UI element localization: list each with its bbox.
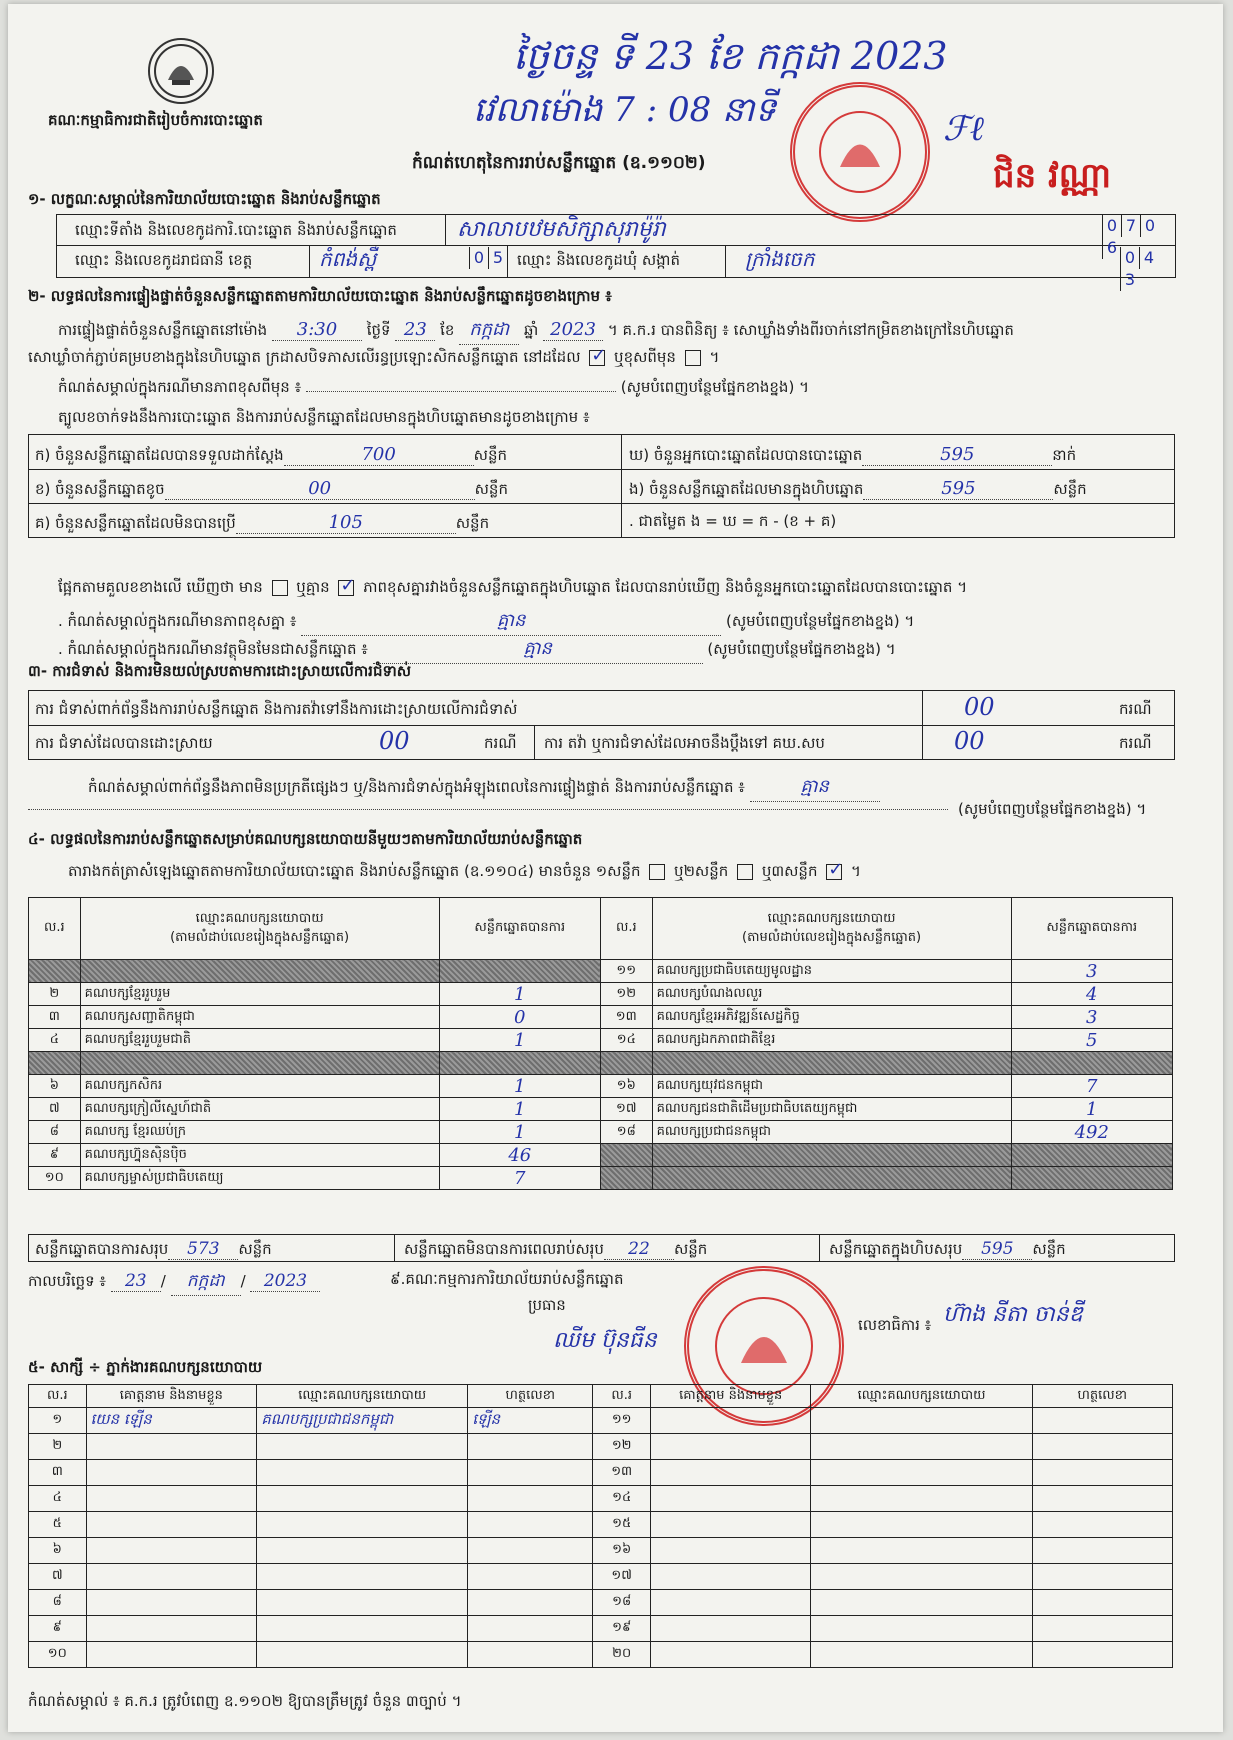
table-row bbox=[29, 1121, 1173, 1144]
agent-signature bbox=[468, 1434, 593, 1460]
signature-top: ℱℓ bbox=[943, 109, 984, 149]
form-page bbox=[8, 4, 1223, 1732]
party-votes: 5 bbox=[1011, 1029, 1172, 1052]
shaded-cell bbox=[80, 960, 439, 983]
section1-box bbox=[56, 214, 1176, 289]
row-number: ៨ bbox=[29, 1590, 87, 1616]
agent-name bbox=[86, 1564, 257, 1590]
agent-signature bbox=[1032, 1616, 1172, 1642]
row-number: ១៨ bbox=[593, 1590, 651, 1616]
table-row bbox=[29, 983, 1173, 1006]
party-votes: 0 bbox=[439, 1006, 600, 1029]
row-number: ១២ bbox=[593, 1434, 651, 1460]
count-e: ង) ចំនួនសន្លឹកឆ្នោតដែលមានក្នុងហិបឆ្នោត 595 សន្លឹក bbox=[629, 478, 1087, 499]
agent-row bbox=[29, 1616, 1173, 1642]
party-name: គណបក្សម្ចាស់ប្រជាធិបតេយ្យ bbox=[80, 1167, 439, 1190]
agent-party bbox=[257, 1590, 468, 1616]
station-value: សាលាបឋមសិក្សាសុរាម៉ូរ៉ា bbox=[457, 217, 666, 242]
footer-note: កំណត់សម្គាល់ ៖ គ.ក.រ ត្រូវបំពេញ ឧ.១១០២ ឱ្យបានត្រឹមត្រូវ ចំនួន ៣ច្បាប់ ។ bbox=[28, 1692, 462, 1710]
count-a: ក) ចំនួនសន្លឹកឆ្នោតដែលបានទទួលដាក់ស្ដែង 700 សន្លឹក bbox=[35, 444, 507, 465]
commune-value: ក្រាំងចេក bbox=[745, 247, 815, 271]
party-votes: 3 bbox=[1011, 960, 1172, 983]
agent-party bbox=[811, 1616, 1032, 1642]
three-sheet-checkbox[interactable] bbox=[826, 864, 842, 880]
agent-name bbox=[86, 1590, 257, 1616]
shaded-cell bbox=[652, 1052, 1011, 1075]
row-number: ១៧ bbox=[593, 1564, 651, 1590]
agent-party: គណបក្សប្រជាជនកម្ពុជា bbox=[257, 1408, 468, 1434]
agent-name bbox=[650, 1460, 811, 1486]
row-number: ១១ bbox=[600, 960, 652, 983]
agent-name bbox=[650, 1642, 811, 1668]
row-number: ៤ bbox=[29, 1029, 81, 1052]
party-votes: 46 bbox=[439, 1144, 600, 1167]
row-number: ៣ bbox=[29, 1460, 87, 1486]
party-name: គណបក្សយុវជនកម្ពុជា bbox=[652, 1075, 1011, 1098]
party-name: គណបក្សខ្មែររួបរួម bbox=[80, 983, 439, 1006]
row-number: ២ bbox=[29, 983, 81, 1006]
table-row bbox=[29, 1029, 1173, 1052]
agent-row bbox=[29, 1590, 1173, 1616]
diff-note: . កំណត់សម្គាល់ក្នុងករណីមានភាពខុសគ្នា ៖ គ្មាន (សូមបំពេញបន្ថែមផ្នែកខាងខ្នង) ។ bbox=[58, 608, 914, 636]
row-number: ៨ bbox=[29, 1121, 81, 1144]
agent-name bbox=[650, 1564, 811, 1590]
party-name: គណបក្សបំណងលលួរ bbox=[652, 983, 1011, 1006]
agent-row bbox=[29, 1460, 1173, 1486]
party-results-table: ល.រ ឈ្មោះគណបក្សនយោបាយ (តាមលំដាប់លេខរៀងក្នុងសន្លឹកឆ្នោត) សន្លឹកឆ្នោតបានការ ល.រ ឈ្មោះគណបក្សនយោបាយ (តាមលំដាប់លេខរៀងក្នុងសន្លឹកឆ្នោត) សន្លឹកឆ្នោតបានការ ១១ គណបក្សប្រជាធិបតេយ្យមូលដ្ឋាន 3 ២ គណបក្សខ្មែររួបរួម 1 ១២ គណបក្សបំណងលលួរ 4 ៣ គណបក្សសញ្ជាតិកម្ពុជា 0 ១៣ គណបក្សខ្មែរអភិវឌ្ឍន៍សេដ្ឋកិច្ច 3 ៤ គណបក្សខ្មែររួបរួមជាតិ 1 ១៤ គណបក្សឯកភាពជាតិខ្មែរ 5 ៦ គណបក្សកសិករ 1 ១៦ គណបក្សយុវជនកម្ពុជា 7 ៧ គណបក្សក្រៀលីស្នេហ៍ជាតិ 1 ១៧ គណបក្សជនជាតិដើមប្រជាធិបតេយ្យកម្ពុជា 1 ៨ គណបក្ស ខ្មែរឈប់ក្រ 1 ១៨ គណបក្សប្រជាជនកម្ពុជា 492 ៩ គណបក្សហ្វ៊ុនស៊ិនប៉ិច 46 ១០ គណបក្សម្ចាស់ប្រជាធិបតេយ្យ 7 bbox=[28, 897, 1173, 1190]
objection-row1-label: ការ ជំទាស់ពាក់ព័ន្ធនឹងការរាប់សន្លឹកឆ្នោត និងការតវ៉ាទៅនឹងការដោះស្រាយលើការជំទាស់ bbox=[35, 700, 518, 718]
party-votes: 1 bbox=[439, 983, 600, 1006]
agent-party bbox=[811, 1460, 1032, 1486]
remark-hint: (សូមបំពេញបន្ថែមផ្នែកខាងខ្នង) ។ bbox=[958, 800, 1147, 818]
commune-label: ឈ្មោះ និងលេខកូដឃុំ សង្កាត់ bbox=[517, 251, 680, 269]
agent-signature bbox=[468, 1642, 593, 1668]
table-row bbox=[29, 1006, 1173, 1029]
table-row bbox=[29, 960, 1173, 983]
shaded-cell bbox=[600, 1052, 652, 1075]
chair-label: ប្រធាន bbox=[528, 1296, 566, 1314]
row-number: ១៦ bbox=[593, 1538, 651, 1564]
row-number: ៦ bbox=[29, 1075, 81, 1098]
province-value: កំពង់ស្ពឺ bbox=[319, 247, 377, 271]
secretary-signature: ហ៊ាង នីតា ចាន់ឌី bbox=[943, 1302, 1083, 1327]
count-b: ខ) ចំនួនសន្លឹកឆ្នោតខូច 00 សន្លឹក bbox=[35, 478, 508, 499]
party-votes: 1 bbox=[1011, 1098, 1172, 1121]
agent-signature bbox=[468, 1512, 593, 1538]
agent-party bbox=[811, 1486, 1032, 1512]
agent-signature bbox=[1032, 1642, 1172, 1668]
row-number: ១២ bbox=[600, 983, 652, 1006]
section2-line1: ការផ្ទៀងផ្ទាត់ចំនួនសន្លឹកឆ្នោតនៅម៉ោង 3:30 ថ្ងៃទី 23 ខែ កក្កដា ឆ្នាំ 2023 ។ គ.ក.រ បានពិនិត្យ ៖ សោឃ្លាំងទាំងពីរចាក់នៅកម្រិតខាងក្រៅនៃហិបឆ្នោត bbox=[58, 317, 1014, 345]
agent-party bbox=[811, 1590, 1032, 1616]
party-name: គណបក្សខ្មែរអភិវឌ្ឍន៍សេដ្ឋកិច្ច bbox=[652, 1006, 1011, 1029]
agent-party bbox=[257, 1486, 468, 1512]
agent-party bbox=[257, 1616, 468, 1642]
agent-name bbox=[86, 1486, 257, 1512]
agent-name bbox=[86, 1460, 257, 1486]
row-number: ១០ bbox=[29, 1167, 81, 1190]
row-number: ៥ bbox=[29, 1512, 87, 1538]
agent-signature bbox=[1032, 1486, 1172, 1512]
shaded-cell bbox=[29, 1052, 81, 1075]
section2-title: ២- លទ្ធផលនៃការផ្ទៀងផ្ទាត់ចំនួនសន្លឹកឆ្នោតតាមការិយាល័យបោះឆ្នោត និងរាប់សន្លឹកឆ្នោតដូចខាងក្រោម ៖ bbox=[28, 287, 612, 305]
shaded-cell bbox=[600, 1144, 652, 1167]
agent-name bbox=[650, 1538, 811, 1564]
party-name: គណបក្សប្រជាជនកម្ពុជា bbox=[652, 1121, 1011, 1144]
discrepancy-line: ផ្អែកតាមគួលខខាងលើ ឃើញថា មាន ឬគ្មាន ✓ ភាពខុសគ្នារវាងចំនួនសន្លឹកឆ្នោតក្នុងហិបឆ្នោត ដែលបានរាប់ឃើញ និងចំនួនអ្នកបោះឆ្នោតដែលបានបោះឆ្នោត ។ bbox=[58, 578, 967, 600]
agent-signature bbox=[1032, 1460, 1172, 1486]
agent-signature bbox=[468, 1564, 593, 1590]
shaded-cell bbox=[439, 1052, 600, 1075]
agent-name bbox=[86, 1512, 257, 1538]
agent-signature bbox=[468, 1460, 593, 1486]
row-number: ១៨ bbox=[600, 1121, 652, 1144]
agent-name bbox=[650, 1408, 811, 1434]
row-number: ១១ bbox=[593, 1408, 651, 1434]
row-number: ២ bbox=[29, 1434, 87, 1460]
agent-name bbox=[650, 1616, 811, 1642]
row-number: ២០ bbox=[593, 1642, 651, 1668]
party-votes: 492 bbox=[1011, 1121, 1172, 1144]
section5-title: ៥- សាក្សី ÷ ភ្នាក់ងារគណបក្សនយោបាយ bbox=[28, 1358, 263, 1376]
emblem-icon bbox=[148, 38, 214, 104]
section2-line2: សោឃ្លាំចាក់ភ្ជាប់គម្របខាងក្នុងនៃហិបឆ្នោត ក្រដាសបិទភាសលើរន្ធប្រឡោះសិកសន្លឹកឆ្នោត នៅដដែល ✓ ឬខុសពីមុន ។ bbox=[28, 348, 719, 370]
secretary-label: លេខាធិការ ៖ bbox=[858, 1316, 932, 1334]
row-number: ១៣ bbox=[593, 1460, 651, 1486]
row-number: ១៥ bbox=[593, 1512, 651, 1538]
agent-row bbox=[29, 1486, 1173, 1512]
count-d: ឃ) ចំនួនអ្នកបោះឆ្នោតដែលបានបោះឆ្នោត 595 នាក់ bbox=[629, 444, 1077, 465]
party-name: គណបក្សឯកភាពជាតិខ្មែរ bbox=[652, 1029, 1011, 1052]
agent-name bbox=[650, 1486, 811, 1512]
section2-intro: ត្បូលខចាក់ទងនឹងការបោះឆ្នោត និងការរាប់សន្លឹកឆ្នោតដែលមានក្នុងហិបឆ្នោតមានដូចខាងក្រោម ៖ bbox=[58, 408, 590, 426]
section2-note: កំណត់សម្គាល់ក្នុងករណីមានភាពខុសពីមុន ៖ (សូមបំពេញបន្ថែមផ្នែកខាងខ្នង) ។ bbox=[58, 378, 809, 396]
agent-name bbox=[86, 1434, 257, 1460]
row-number: ១៤ bbox=[600, 1029, 652, 1052]
shaded-cell bbox=[600, 1167, 652, 1190]
row-number: ៩ bbox=[29, 1616, 87, 1642]
party-votes: 3 bbox=[1011, 1006, 1172, 1029]
agent-signature bbox=[468, 1590, 593, 1616]
shaded-cell bbox=[1011, 1167, 1172, 1190]
agent-name bbox=[86, 1538, 257, 1564]
table-row bbox=[29, 1098, 1173, 1121]
province-code: 0 5 bbox=[469, 247, 507, 269]
signing-date: កាលបរិច្ឆេទ ៖ 23 / កក្កដា / 2023 bbox=[28, 1270, 320, 1296]
changed-checkbox[interactable] bbox=[685, 350, 701, 366]
shaded-cell bbox=[652, 1167, 1011, 1190]
agent-party bbox=[811, 1564, 1032, 1590]
chair-signature: ឈីម ប៊ុនធីន bbox=[553, 1328, 657, 1353]
table-row bbox=[29, 1052, 1173, 1075]
handwritten-time: វេលាម៉ោង 7 : 08 នាទី bbox=[473, 90, 777, 130]
station-label: ឈ្មោះទីតាំង និងលេខកូដការិ.បោះឆ្នោត និងរាប់សន្លឹកឆ្នោត bbox=[75, 221, 397, 239]
row-number: ១៧ bbox=[600, 1098, 652, 1121]
agent-party bbox=[811, 1434, 1032, 1460]
objection-row2b-value: 00 bbox=[954, 727, 985, 755]
remark-line: កំណត់សម្គាល់ពាក់ព័ន្ធនឹងភាពមិនប្រក្រតីផ្សេងៗ ឬ/និងការជំទាស់ក្នុងអំឡុងពេលនៃការផ្ទៀងផ្ទាត់ និងការរាប់សន្លឹកឆ្នោត ៖ គ្មាន bbox=[88, 774, 880, 802]
agent-row bbox=[29, 1642, 1173, 1668]
row-number: ៧ bbox=[29, 1564, 87, 1590]
shaded-cell bbox=[1011, 1144, 1172, 1167]
agent-party bbox=[811, 1512, 1032, 1538]
party-votes: 1 bbox=[439, 1121, 600, 1144]
agent-signature bbox=[1032, 1538, 1172, 1564]
agent-signature bbox=[1032, 1564, 1172, 1590]
table-row bbox=[29, 1167, 1173, 1190]
shaded-cell bbox=[652, 1144, 1011, 1167]
agent-party bbox=[257, 1460, 468, 1486]
province-label: ឈ្មោះ និងលេខកូដរាជធានី ខេត្ត bbox=[75, 251, 253, 269]
station-code: 0 7 06 bbox=[1102, 215, 1175, 245]
row-number: ៤ bbox=[29, 1486, 87, 1512]
handwritten-name: ជិន វណ្ណា bbox=[993, 156, 1112, 196]
party-name: គណបក្សប្រជាធិបតេយ្យមូលដ្ឋាន bbox=[652, 960, 1011, 983]
agent-party bbox=[257, 1564, 468, 1590]
party-votes: 1 bbox=[439, 1075, 600, 1098]
row-number: ១៤ bbox=[593, 1486, 651, 1512]
agent-row bbox=[29, 1434, 1173, 1460]
agent-row bbox=[29, 1538, 1173, 1564]
shaded-cell bbox=[29, 960, 81, 983]
official-stamp-top bbox=[790, 82, 930, 222]
agent-row bbox=[29, 1564, 1173, 1590]
objection-row2a-value: 00 bbox=[379, 727, 410, 755]
agent-party bbox=[811, 1642, 1032, 1668]
ballot-counts-box bbox=[28, 434, 1175, 538]
objection-row1-value: 00 bbox=[964, 693, 995, 721]
agent-name bbox=[86, 1616, 257, 1642]
table-row bbox=[29, 1075, 1173, 1098]
agent-signature: ឡើន bbox=[468, 1408, 593, 1434]
agent-party bbox=[811, 1538, 1032, 1564]
count-c: គ) ចំនួនសន្លឹកឆ្នោតដែលមិនបានប្រើ 105 សន្លឹក bbox=[35, 512, 490, 533]
row-number: ៦ bbox=[29, 1538, 87, 1564]
party-name: គណបក្សកសិករ bbox=[80, 1075, 439, 1098]
objection-row2b-label: ការ តវ៉ា ឬការជំទាស់ដែលអាចនឹងប្ដឹងទៅ គឃ.សប bbox=[544, 734, 825, 752]
agent-name: យេន ឡើន bbox=[86, 1408, 257, 1434]
section4-title: ៤- លទ្ធផលនៃការរាប់សន្លឹកឆ្នោតសម្រាប់គណបក្សនយោបាយនីមួយៗតាមការិយាល័យរាប់សន្លឹកឆ្នោត bbox=[28, 830, 583, 848]
agent-signature bbox=[1032, 1590, 1172, 1616]
objection-row2a-label: ការ ជំទាស់ដែលបានដោះស្រាយ bbox=[35, 734, 213, 752]
agent-signature bbox=[468, 1538, 593, 1564]
agent-party bbox=[257, 1538, 468, 1564]
party-votes: 7 bbox=[1011, 1075, 1172, 1098]
sheet-line: តារាងកត់ត្រាសំឡេងឆ្នោតតាមការិយាល័យបោះឆ្នោត និងរាប់សន្លឹកឆ្នោត (ឧ.១១០៤) មានចំនួន ១សន្លឹក ឬ២សន្លឹក ឬ៣សន្លឹក ✓ ។ bbox=[68, 862, 861, 884]
two-sheet-checkbox[interactable] bbox=[737, 864, 753, 880]
agent-party bbox=[257, 1512, 468, 1538]
committee-label: ៩.គណៈកម្មការការិយាល័យរាប់សន្លឹកឆ្នោត bbox=[390, 1270, 624, 1288]
committee-name: គណៈកម្មាធិការជាតិរៀបចំការបោះឆ្នោត bbox=[48, 111, 263, 129]
party-votes: 1 bbox=[439, 1098, 600, 1121]
row-number: ១៦ bbox=[600, 1075, 652, 1098]
totals-row bbox=[28, 1234, 1175, 1262]
agent-signature bbox=[1032, 1434, 1172, 1460]
party-name: គណបក្សខ្មែររួបរួមជាតិ bbox=[80, 1029, 439, 1052]
row-number: ៣ bbox=[29, 1006, 81, 1029]
total-invalid: សន្លឹកឆ្នោតមិនបានការពេលរាប់សរុប 22 សន្លឹក bbox=[404, 1239, 708, 1259]
party-name: គណបក្សសញ្ជាតិកម្ពុជា bbox=[80, 1006, 439, 1029]
row-number: ៧ bbox=[29, 1098, 81, 1121]
table-row bbox=[29, 1144, 1173, 1167]
total-box: សន្លឹកឆ្នោតក្នុងហិបសរុប 595 សន្លឹក bbox=[829, 1239, 1066, 1259]
discrepancy-yes-checkbox[interactable] bbox=[272, 580, 288, 596]
row-number: ១ bbox=[29, 1408, 87, 1434]
objections-box: ការ ជំទាស់ពាក់ព័ន្ធនឹងការរាប់សន្លឹកឆ្នោត និងការតវ៉ាទៅនឹងការដោះស្រាយលើការជំទាស់ 00 ករណី ការ ជំទាស់ដែលបានដោះស្រាយ 00 ករណី ការ តវ៉ា ឬការជំទាស់ដែលអាចនឹងប្ដឹងទៅ គឃ.សប 00 ករណី bbox=[28, 690, 1175, 760]
section3-title: ៣- ការជំទាស់ និងការមិនយល់ស្របតាមការដោះស្រាយលើការជំទាស់ bbox=[28, 662, 412, 680]
party-name: គណបក្សក្រៀលីស្នេហ៍ជាតិ bbox=[80, 1098, 439, 1121]
section1-title: ១- លក្ខណៈសម្គាល់នៃការិយាល័យបោះឆ្នោត និងរាប់សន្លឹកឆ្នោត bbox=[28, 190, 381, 208]
party-votes: 1 bbox=[439, 1029, 600, 1052]
agent-name bbox=[650, 1590, 811, 1616]
total-valid: សន្លឹកឆ្នោតបានការសរុប 573 សន្លឹក bbox=[35, 1239, 272, 1259]
agent-name bbox=[650, 1434, 811, 1460]
agent-signature bbox=[1032, 1512, 1172, 1538]
party-name: គណបក្ស ខ្មែរឈប់ក្រ bbox=[80, 1121, 439, 1144]
agent-signature bbox=[468, 1486, 593, 1512]
agent-name bbox=[86, 1642, 257, 1668]
agents-table: ល.រ គោត្តនាម និងនាមខ្លួន ឈ្មោះគណបក្សនយោបាយ ហត្ថលេខា ល.រ គោត្តនាម និងនាមខ្លួន ឈ្មោះគណបក្សនយោបាយ ហត្ថលេខា ១ យេន ឡើន គណបក្សប្រជាជនកម្ពុជា ឡើន ១១ ២ ១២ ៣ ១៣ ៤ ១៤ ៥ ១៥ ៦ ១៦ ៧ ១៧ ៨ ១៨ ៩ ១៩ ១០ ២០ bbox=[28, 1384, 1173, 1668]
row-number: ១៩ bbox=[593, 1616, 651, 1642]
row-number: ១០ bbox=[29, 1642, 87, 1668]
party-votes: 7 bbox=[439, 1167, 600, 1190]
agent-party bbox=[257, 1434, 468, 1460]
party-votes: 4 bbox=[1011, 983, 1172, 1006]
row-number: ១៣ bbox=[600, 1006, 652, 1029]
agent-party bbox=[811, 1408, 1032, 1434]
agent-name bbox=[650, 1512, 811, 1538]
fact-note: . កំណត់សម្គាល់ក្នុងករណីមានវត្ថុមិនមែនជាសន្លឹកឆ្នោត ៖ គ្មាន (សូមបំពេញបន្ថែមផ្នែកខាងខ្នង) ។ bbox=[58, 636, 896, 664]
shaded-cell bbox=[439, 960, 600, 983]
agent-signature bbox=[1032, 1408, 1172, 1434]
unchanged-checkbox[interactable] bbox=[589, 350, 605, 366]
handwritten-date: ថ្ងៃចន្ទ ទី 23 ខែ កក្កដា 2023 bbox=[513, 34, 948, 78]
agent-party bbox=[257, 1642, 468, 1668]
one-sheet-checkbox[interactable] bbox=[649, 864, 665, 880]
shaded-cell bbox=[1011, 1052, 1172, 1075]
shaded-cell bbox=[80, 1052, 439, 1075]
agent-signature bbox=[468, 1616, 593, 1642]
party-name: គណបក្សហ្វ៊ុនស៊ិនប៉ិច bbox=[80, 1144, 439, 1167]
row-number: ៩ bbox=[29, 1144, 81, 1167]
agent-row bbox=[29, 1408, 1173, 1434]
formula: . ជាតម្លៃត ង = ឃ = ក - (ខ + គ) bbox=[629, 512, 837, 530]
commune-code: 0 43 bbox=[1120, 247, 1175, 291]
form-title: កំណត់ហេតុនៃការរាប់សន្លឹកឆ្នោត (ឧ.១១០២) bbox=[412, 153, 706, 173]
agent-row bbox=[29, 1512, 1173, 1538]
party-name: គណបក្សជនជាតិដើមប្រជាធិបតេយ្យកម្ពុជា bbox=[652, 1098, 1011, 1121]
discrepancy-no-checkbox[interactable] bbox=[338, 580, 354, 596]
